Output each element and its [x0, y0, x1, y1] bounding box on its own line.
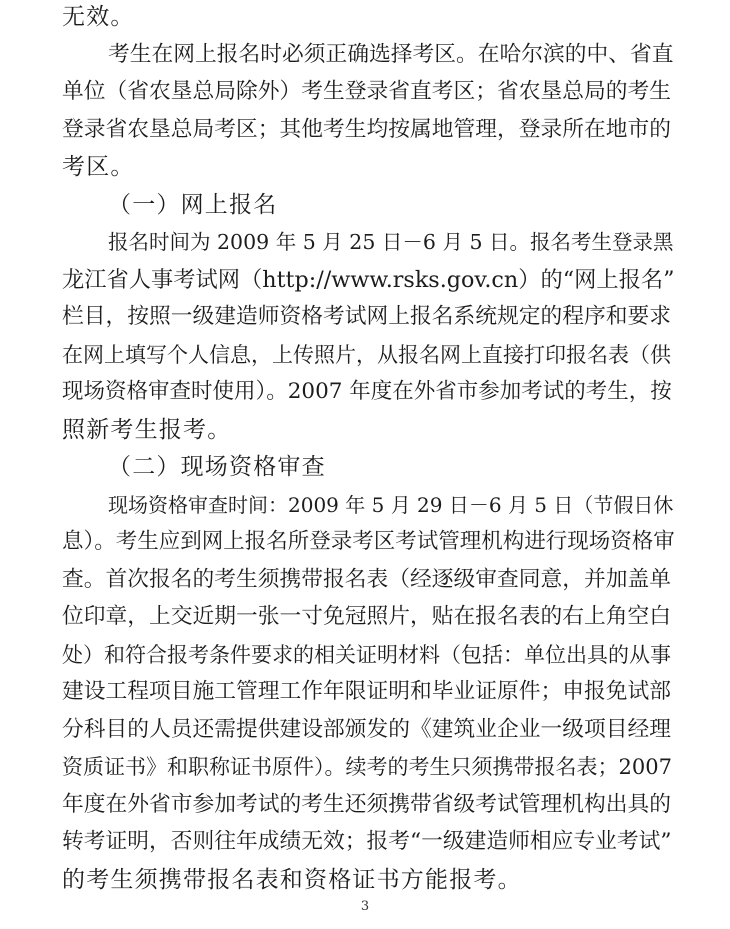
paragraph-line: 现场资格审查时间：2009 年 5 月 29 日－6 月 5 日（节假日休: [108, 492, 674, 517]
page-number: 3: [360, 899, 370, 914]
text-line: 栏目，按照一级建造师资格考试网上报名系统规定的程序和要求: [62, 304, 671, 329]
paragraph-line: 报名时间为 2009 年 5 月 25 日－6 月 5 日。报名考生登录黑: [108, 230, 674, 254]
text-line: 登录省农垦总局考区；其他考生均按属地管理，登录所在地市的: [62, 116, 671, 142]
text-line: 照新考生报考。: [62, 416, 232, 443]
text-line: 的考生须携带报名表和资格证书方能报考。: [62, 866, 522, 893]
text-line: 位印章，上交近期一张一寸免冠照片，贴在报名表的右上角空白: [62, 604, 671, 629]
section-heading: （一）网上报名: [108, 191, 278, 218]
text-line: 处）和符合报考条件要求的相关证明材料（包括：单位出具的从事: [62, 642, 671, 667]
text-line: 建设工程项目施工管理工作年限证明和毕业证原件；申报免试部: [62, 679, 671, 704]
text-line: 查。首次报名的考生须携带报名表（经逐级审查同意，并加盖单: [62, 566, 671, 592]
text-line: 单位（省农垦总局除外）考生登录省直考区；省农垦总局的考生: [62, 79, 671, 104]
text-line: 在网上填写个人信息，上传照片，从报名网上直接打印报名表（供: [62, 342, 671, 367]
text-line: 分科目的人员还需提供建设部颁发的《建筑业企业一级项目经理: [62, 716, 671, 742]
text-line: 息）。考生应到网上报名所登录考区考试管理机构进行现场资格审: [62, 529, 675, 554]
paragraph-line: 考生在网上报名时必须正确选择考区。在哈尔滨的中、省直: [108, 41, 674, 67]
section-heading: （二）现场资格审查: [108, 454, 326, 480]
text-line: 转考证明，否则往年成绩无效；报考“一级建造师相应专业考试”: [62, 829, 672, 854]
text-line: 年度在外省市参加考试的考生还须携带省级考试管理机构出具的: [62, 791, 671, 817]
text-line: 龙江省人事考试网（http://www.rsks.gov.cn）的“网上报名”: [62, 266, 675, 293]
text-line: 考区。: [62, 154, 135, 180]
text-line: 无效。: [62, 4, 135, 30]
text-line: 资质证书》和职称证书原件）。续考的考生只须携带报名表；2007: [62, 755, 672, 779]
text-line: 现场资格审查时使用）。2007 年度在外省市参加考试的考生，按: [62, 379, 672, 404]
